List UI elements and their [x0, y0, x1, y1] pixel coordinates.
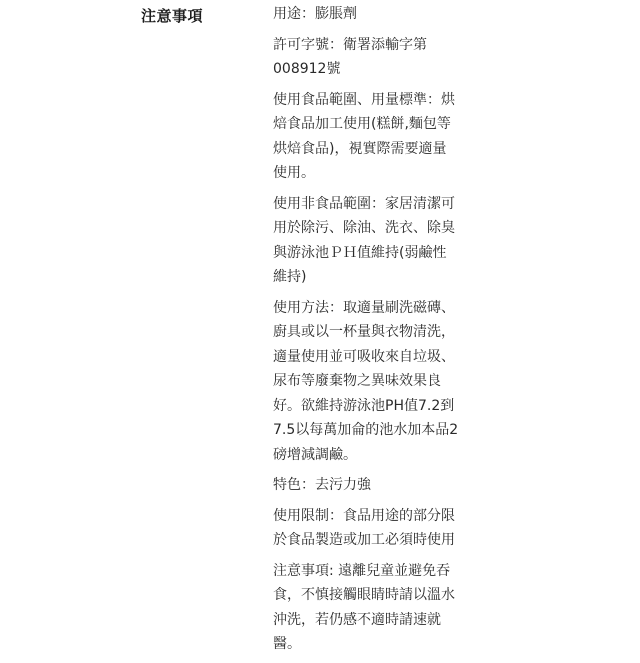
spec-line: 用途：膨脹劑 [273, 6, 357, 22]
spec-line: 廚具或以一杯量與衣物清洗， [273, 324, 455, 340]
spec-line: 適量使用並可吸收來自垃圾、 [273, 348, 455, 365]
spec-line: 醫。 [273, 636, 301, 652]
spec-line: 使用非食品範圍：家居清潔可 [273, 195, 455, 212]
spec-line: 使用。 [273, 165, 315, 181]
spec-line: 7.5以每萬加侖的池水加本品2 [273, 422, 459, 438]
spec-label: 注意事項 [141, 7, 204, 25]
spec-line: 好。欲維持游泳池PH值7.2到 [273, 397, 455, 414]
spec-line: 許可字號：衛署添輸字第 [273, 36, 427, 53]
spec-line: 食，不慎接觸眼睛時請以溫水 [273, 587, 455, 603]
spec-line: 與游泳池ＰＨ值維持(弱鹼性 [273, 244, 447, 261]
spec-paragraph [273, 192, 495, 290]
spec-line: 磅增減調鹼。 [273, 446, 357, 463]
spec-line: 特色：去污力強 [273, 477, 371, 493]
spec-line: 注意事項: 遠離兒童並避免吞 [273, 562, 451, 579]
spec-value [273, 2, 495, 663]
spec-paragraph [273, 559, 495, 657]
spec-line: 使用方法：取適量刷洗磁磚、 [273, 299, 455, 316]
spec-line: 使用限制：食品用途的部分限 [273, 507, 455, 524]
spec-paragraph [273, 33, 495, 82]
spec-line: 使用食品範圍、用量標準：烘 [273, 91, 455, 108]
spec-paragraph [273, 88, 495, 186]
spec-line: 尿布等廢棄物之異味效果良 [273, 373, 441, 389]
spec-line: 於食品製造或加工必須時使用 [273, 532, 455, 548]
spec-line: 焙食品加工使用(糕餅,麵包等 [273, 116, 451, 132]
spec-paragraph [273, 504, 495, 553]
spec-line: 烘焙食品)，視實際需要適量 [273, 140, 447, 157]
spec-line: 維持) [273, 269, 307, 285]
spec-line: 沖洗，若仍感不適時請速就 [273, 611, 441, 628]
spec-paragraph [273, 473, 495, 498]
spec-paragraph [273, 2, 495, 27]
spec-line: 用於除污、除油、洗衣、除臭 [273, 220, 455, 236]
spec-paragraph [273, 296, 495, 468]
spec-line: 008912號 [273, 61, 341, 77]
